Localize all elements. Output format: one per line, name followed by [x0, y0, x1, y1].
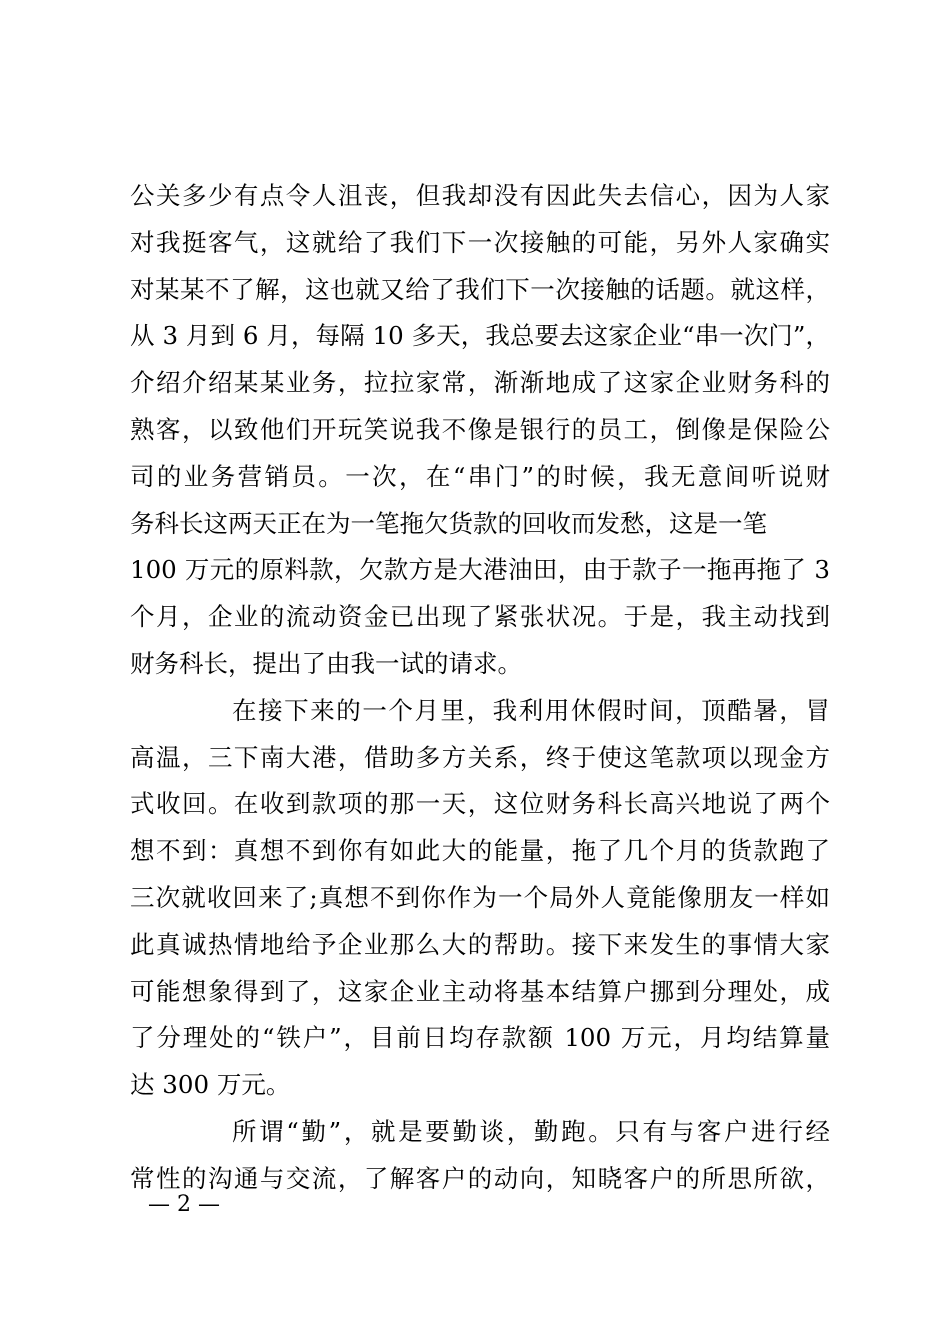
text-line: 想不到：真想不到你有如此大的能量，拖了几个月的货款跑了	[130, 836, 830, 866]
text-line: 财务科长，提出了由我一试的请求。	[130, 648, 522, 678]
text-line: 100 万元的原料款，欠款方是大港油田，由于款子一拖再拖了 3	[130, 555, 830, 585]
text-line: 此真诚热情地给予企业那么大的帮助。接下来发生的事情大家	[130, 929, 830, 959]
text-line: 对某某不了解，这也就又给了我们下一次接触的话题。就这样，	[130, 274, 830, 304]
text-line: 达 300 万元。	[130, 1070, 291, 1100]
text-line: 高温，三下南大港，借助多方关系，终于使这笔款项以现金方	[130, 742, 830, 772]
text-line: 所谓“勤”，就是要勤谈，勤跑。只有与客户进行经	[232, 1116, 830, 1146]
page-number: — 2 —	[148, 1192, 220, 1217]
text-line: 对我挺客气，这就给了我们下一次接触的可能，另外人家确实	[130, 227, 830, 257]
text-line: 可能想象得到了，这家企业主动将基本结算户挪到分理处，成	[130, 976, 830, 1006]
text-line: 公关多少有点令人沮丧，但我却没有因此失去信心，因为人家	[130, 181, 830, 210]
text-line: 务科长这两天正在为一笔拖欠货款的回收而发愁，这是一笔	[130, 508, 767, 538]
text-line: 司的业务营销员。一次，在“串门”的时候，我无意间听说财	[130, 461, 830, 491]
text-line: 了分理处的“铁户”，目前日均存款额 100 万元，月均结算量	[130, 1023, 830, 1053]
text-line: 熟客，以致他们开玩笑说我不像是银行的员工，倒像是保险公	[130, 414, 830, 444]
text-line: 常性的沟通与交流，了解客户的动向，知晓客户的所思所欲，	[130, 1163, 830, 1193]
body-text	[130, 173, 830, 1203]
text-line: 个月，企业的流动资金已出现了紧张状况。于是，我主动找到	[130, 602, 830, 632]
text-line: 从 3 月到 6 月，每隔 10 多天，我总要去这家企业“串一次门”，	[130, 321, 830, 351]
text-line: 在接下来的一个月里，我利用休假时间，顶酷暑，冒	[232, 695, 830, 725]
text-line: 式收回。在收到款项的那一天，这位财务科长高兴地说了两个	[130, 789, 830, 819]
text-line: 三次就收回来了;真想不到你作为一个局外人竟能像朋友一样如	[130, 882, 830, 912]
text-line: 介绍介绍某某业务，拉拉家常，渐渐地成了这家企业财务科的	[130, 368, 830, 398]
